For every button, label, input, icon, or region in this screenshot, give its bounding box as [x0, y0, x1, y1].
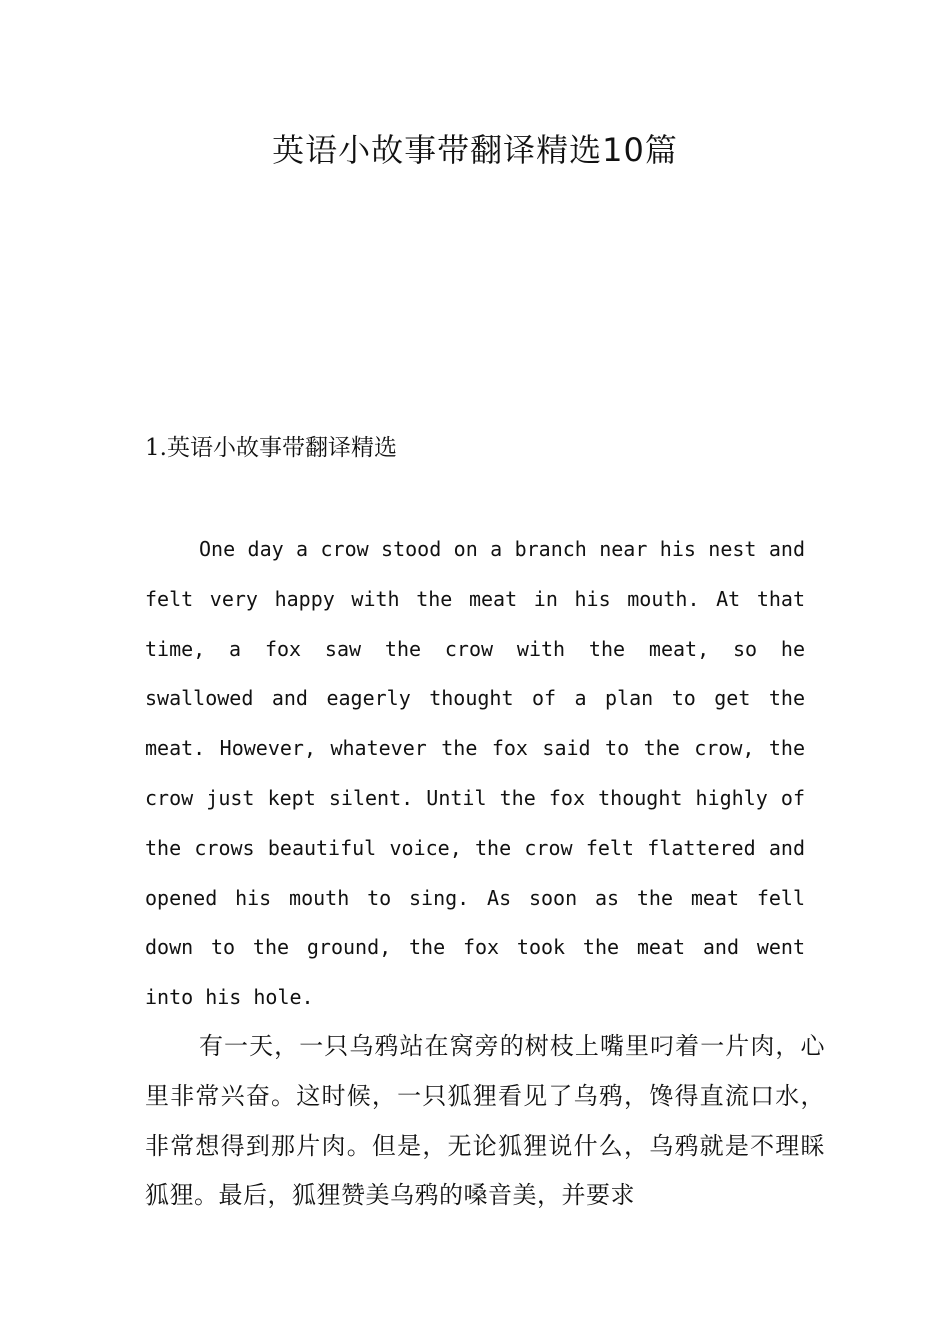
document-title: 英语小故事带翻译精选10篇 [272, 131, 678, 169]
section-heading: 1.英语小故事带翻译精选 [145, 435, 397, 461]
english-paragraph: One day a crow stood on a branch near his nest and felt very happy with the meat in his mouth. At that time, a fox saw the crow with the meat, so he swallowed and eagerly thought of a plan to get the meat. However, whatever the fox said to the crow, the crow just kept silent. Until the fox thought highly of the crows beautiful voice, the crow felt flattered and opened his mouth to sing. As soon as the meat fell down to the ground, the fox took the meat and went into his hole. [145, 537, 805, 1010]
chinese-translation-paragraph: 有一天，一只乌鸦站在窝旁的树枝上嘴里叼着一片肉，心里非常兴奋。这时候，一只狐狸看见了乌鸦，馋得直流口水，非常想得到那片肉。但是，无论狐狸说什么，乌鸦就是不理睬狐狸。最后，狐狸赞美乌鸦的嗓音美，并要求 [145, 1032, 825, 1210]
